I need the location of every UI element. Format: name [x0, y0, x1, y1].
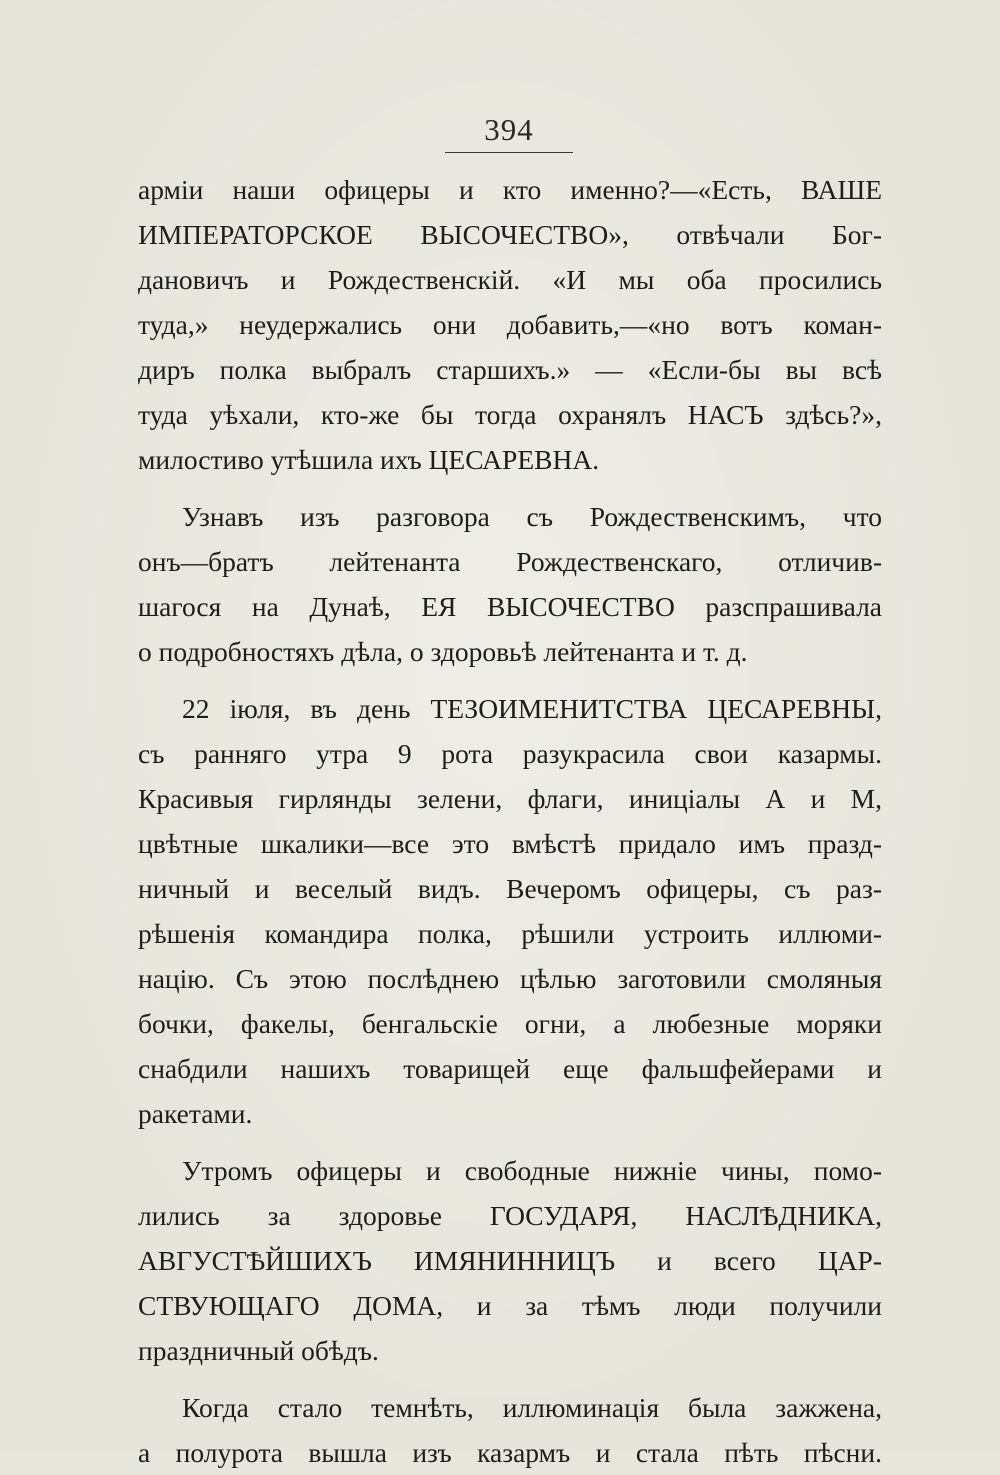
- text-line: туда,» неудержались они добавить,—«но вотъ коман-: [138, 309, 882, 340]
- text-line: ракетами.: [138, 1098, 253, 1129]
- text-line: а полурота вышла изъ казармъ и стала пѣть пѣсни.: [138, 1437, 882, 1468]
- text-line: АВГУСТѢЙШИХЪ ИМЯНИННИЦЪ и всего ЦАР-: [138, 1245, 882, 1276]
- text-line: націю. Съ этою послѣднею цѣлью заготовили смоляныя: [138, 963, 882, 994]
- text-line: милостиво утѣшила ихъ ЦЕСАРЕВНА.: [138, 444, 600, 475]
- paragraph-gap: [138, 482, 882, 494]
- text-line: шагося на Дунаѣ, ЕЯ ВЫСОЧЕСТВО разспрашивала: [138, 591, 882, 622]
- text-line: снабдили нашихъ товарищей еще фальшфейерами и: [138, 1053, 882, 1084]
- text-line: о подробностяхъ дѣла, о здоровьѣ лейтенанта и т. д.: [138, 636, 748, 667]
- text-line: Красивыя гирлянды зелени, флаги, иниціалы А и М,: [138, 783, 882, 814]
- text-line: диръ полка выбралъ старшихъ.» — «Если-бы вы всѣ: [138, 354, 882, 385]
- text-line: бочки, факелы, бенгальскіе огни, а любезные моряки: [138, 1008, 882, 1039]
- text-line: Узнавъ изъ разговора съ Рождественскимъ, что: [182, 501, 882, 532]
- text-line: 22 іюля, въ день ТЕЗОИМЕНИТСТВА ЦЕСАРЕВНЫ,: [182, 693, 882, 724]
- text-line: СТВУЮЩАГО ДОМА, и за тѣмъ люди получили: [138, 1290, 882, 1321]
- text-line: Утромъ офицеры и свободные нижніе чины, помо-: [182, 1155, 882, 1186]
- text-line: Когда стало темнѣть, иллюминація была зажжена,: [182, 1392, 882, 1423]
- text-line: лились за здоровье ГОСУДАРЯ, НАСЛѢДНИКА,: [138, 1200, 882, 1231]
- paragraph-gap: [138, 1136, 882, 1148]
- text-line: туда уѣхали, кто-же бы тогда охранялъ НАСЪ здѣсь?»,: [138, 399, 882, 430]
- text-line: арміи наши офицеры и кто именно?—«Есть, ВАШЕ: [138, 174, 882, 205]
- paragraph-gap: [138, 1373, 882, 1385]
- text-line: съ ранняго утра 9 рота разукрасила свои казармы.: [138, 738, 882, 769]
- text-line: онъ—братъ лейтенанта Рождественскаго, отличив-: [138, 546, 882, 577]
- body-text: [138, 167, 882, 1475]
- text-line: праздничный обѣдъ.: [138, 1335, 379, 1366]
- page-number: 394: [445, 112, 573, 153]
- text-line: рѣшенія командира полка, рѣшили устроить иллюми-: [138, 918, 882, 949]
- paragraph-gap: [138, 674, 882, 686]
- text-line: цвѣтные шкалики—все это вмѣстѣ придало имъ празд-: [138, 828, 882, 859]
- text-line: дановичъ и Рождественскій. «И мы оба просились: [138, 264, 882, 295]
- text-line: ничный и веселый видъ. Вечеромъ офицеры, съ раз-: [138, 873, 882, 904]
- text-line: ИМПЕРАТОРСКОЕ ВЫСОЧЕСТВО», отвѣчали Бог-: [138, 219, 882, 250]
